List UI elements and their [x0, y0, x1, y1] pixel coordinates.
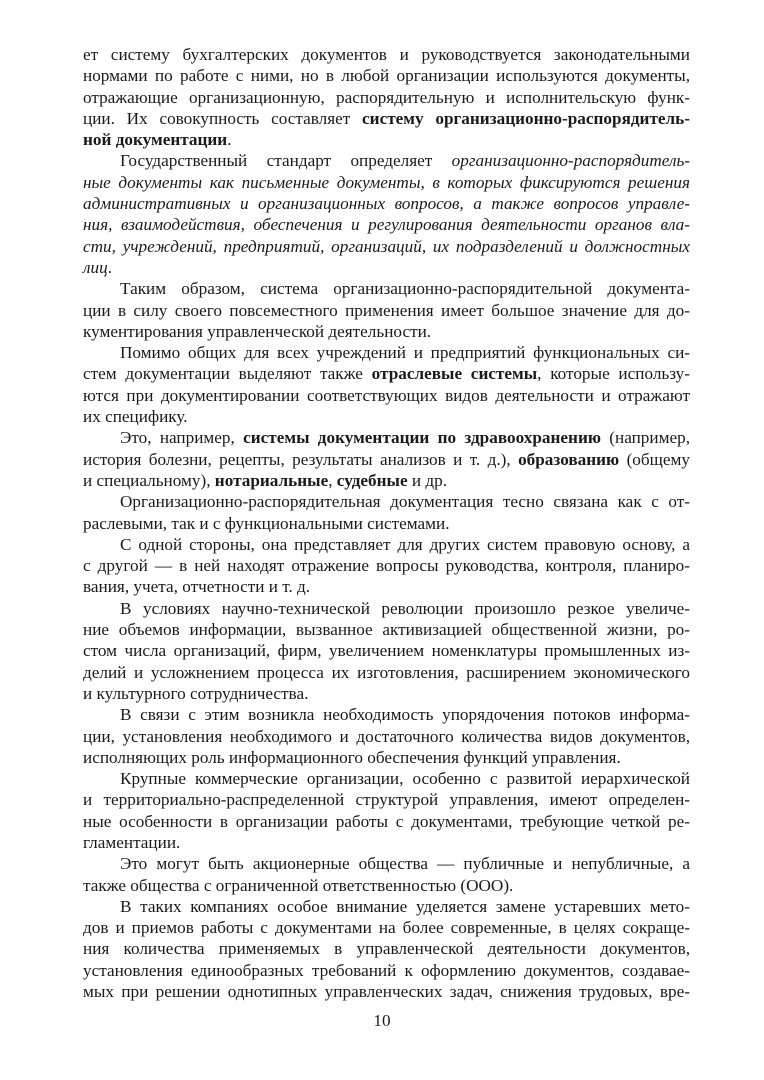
paragraph — [83, 44, 690, 150]
paragraph — [83, 598, 690, 704]
paragraph — [83, 491, 690, 534]
text-line — [83, 342, 690, 363]
text-run: ет системy бухгалтерских документов и руководствуется законодательными — [83, 45, 690, 64]
text-run: их специфику. — [83, 407, 188, 427]
paragraph — [83, 896, 690, 1002]
text-line — [83, 662, 690, 683]
text-run: стом числа организаций, фирм, увеличением номенклатуры промышленных из- — [83, 641, 690, 661]
text-run: ции, установления необходимого и достаточного количества видов документов, — [83, 726, 690, 746]
text-line — [83, 896, 690, 917]
text-line — [83, 214, 690, 235]
text-run: гламентации. — [83, 832, 181, 852]
text-run: В условиях научно-технической революции произошло резкое увеличе- — [120, 598, 690, 618]
text-line — [83, 257, 690, 278]
text-run: кументирования управленческой деятельности. — [83, 321, 432, 341]
text-run: Таким образом, система организационно-распорядительной документа- — [120, 279, 690, 299]
italic-text: организационно-распорядитель- — [451, 151, 690, 171]
text-line — [83, 875, 690, 896]
text-run: ные особенности в организации работы с документами, требующие четкой ре- — [83, 811, 690, 831]
italic-text: лиц — [83, 257, 108, 277]
text-line — [83, 747, 690, 768]
text-line — [83, 108, 690, 129]
bold-text: систему организационно-распорядитель- — [362, 108, 690, 128]
italic-text: сти, учреждений, предприятий, организаций, их подразделений и должностных — [83, 236, 690, 256]
text-line — [83, 87, 690, 108]
text-line — [83, 129, 690, 150]
page-number: 10 — [373, 1011, 391, 1030]
paragraph — [83, 704, 690, 768]
bold-text: ной документации — [83, 130, 228, 150]
text-run: . — [227, 130, 232, 150]
text-run: , — [328, 470, 337, 490]
text-run: также общества с ограниченной ответственностью (ООО). — [83, 875, 514, 895]
text-run: Помимо общих для всех учреждений и предприятий функциональных си- — [120, 343, 690, 363]
text-line — [83, 406, 690, 427]
text-run: и специальному), — [83, 470, 215, 490]
text-line — [83, 619, 690, 640]
text-run: ции. Их совокупность составляет — [83, 108, 363, 128]
body-text — [83, 44, 690, 1002]
text-line — [83, 555, 690, 576]
text-line — [83, 917, 690, 938]
text-run: . — [107, 257, 112, 277]
bold-text: нотариальные — [214, 470, 329, 490]
text-run: установления единообразных требований к оформлению документов, создавае- — [83, 960, 690, 980]
text-run: мых при решении однотипных управленческих задач, снижения трудовых, вре- — [83, 982, 690, 1002]
italic-text: ные документы как письменные документы, в которых фиксируются решения — [83, 172, 690, 192]
text-line — [83, 598, 690, 619]
paragraph — [83, 853, 690, 896]
text-run: вания, учета, отчетности и т. д. — [83, 577, 311, 597]
text-line — [83, 726, 690, 747]
text-line — [83, 938, 690, 959]
text-run: (общему — [619, 449, 690, 469]
text-line — [83, 853, 690, 874]
italic-text: ния, взаимодействия, обеспечения и регулирования деятельности органов вла- — [83, 215, 690, 235]
text-line — [83, 193, 690, 214]
text-run: раслевыми, так и с функциональными системами. — [83, 513, 450, 533]
text-line — [83, 981, 690, 1002]
text-line — [83, 278, 690, 299]
text-run: В связи с этим возникла необходимость упорядочения потоков информа- — [120, 705, 690, 725]
text-run: история болезни, рецепты, результаты анализов и т. д.), — [83, 449, 519, 469]
text-line — [83, 470, 690, 491]
paragraph — [83, 342, 690, 427]
text-line — [83, 960, 690, 981]
text-run: с другой — в ней находят отражение вопросы руководства, контроля, планиро- — [83, 556, 690, 576]
text-run: Организационно-распорядительная документация тесно связана как с от- — [120, 492, 690, 512]
text-run: исполняющих роль информационного обеспечения функций управления. — [83, 747, 621, 767]
text-line — [83, 150, 690, 171]
text-line — [83, 640, 690, 661]
text-line — [83, 236, 690, 257]
italic-text: административных и организационных вопросов, а также вопросов управле- — [83, 194, 690, 214]
text-line — [83, 449, 690, 470]
text-run: , которые использу- — [537, 364, 690, 384]
text-run: отражающие организационную, распорядительную и исполнительскую функ- — [83, 87, 690, 107]
text-run: и культурного сотрудничества. — [83, 683, 309, 703]
text-line — [83, 513, 690, 534]
text-line — [83, 427, 690, 448]
text-line — [83, 576, 690, 597]
text-run: ются при документировании соответствующих видов деятельности и отражают — [83, 385, 690, 405]
text-line — [83, 172, 690, 193]
text-line — [83, 321, 690, 342]
paragraph — [83, 150, 690, 278]
text-line — [83, 534, 690, 555]
text-run: (например, — [600, 428, 690, 448]
text-line — [83, 768, 690, 789]
text-line — [83, 811, 690, 832]
text-line — [83, 65, 690, 86]
text-line — [83, 491, 690, 512]
text-run: Это, например, — [120, 428, 244, 448]
text-run: нормами по работе с ними, но в любой организации используются документы, — [83, 66, 690, 86]
text-run: ции в силу своего повсеместного применения имеет большое значение для до- — [83, 300, 690, 320]
paragraph — [83, 278, 690, 342]
text-run: ния количества применяемых в управленческой деятельности документов, — [83, 939, 690, 959]
text-run: Крупные коммерческие организации, особенно с развитой иерархической — [120, 769, 690, 789]
text-run: и территориально-распределенной структурой управления, имеют определен- — [83, 790, 690, 810]
text-line — [83, 300, 690, 321]
bold-text: отраслевые системы — [371, 364, 538, 384]
paragraph — [83, 768, 690, 853]
text-run: стем документации выделяют также — [83, 364, 372, 384]
paragraph — [83, 427, 690, 491]
text-run: Государственный стандарт определяет — [120, 151, 452, 171]
text-line — [83, 789, 690, 810]
text-line — [83, 683, 690, 704]
text-run: Это могут быть акционерные общества — публичные и непубличные, а — [120, 854, 690, 874]
bold-text: судебные — [336, 470, 408, 490]
text-run: дов и приемов работы с документами на более современные, в целях сокраще- — [83, 918, 690, 938]
text-run: ние объемов информации, вызванное активизацией общественной жизни, ро- — [83, 620, 690, 640]
text-run: делий и усложнением процесса их изготовления, расширением экономического — [83, 662, 690, 682]
text-line — [83, 385, 690, 406]
text-run: и др. — [407, 470, 448, 490]
paragraph — [83, 534, 690, 598]
text-line — [83, 704, 690, 725]
text-line — [83, 363, 690, 384]
text-run: В таких компаниях особое внимание уделяется замене устаревших мето- — [120, 896, 690, 916]
text-run: С одной стороны, она представляет для других систем правовую основу, а — [120, 534, 690, 554]
text-line — [83, 832, 690, 853]
bold-text: системы документации по здравоохранению — [243, 428, 601, 448]
bold-text: образованию — [518, 449, 620, 469]
text-line — [83, 44, 690, 65]
